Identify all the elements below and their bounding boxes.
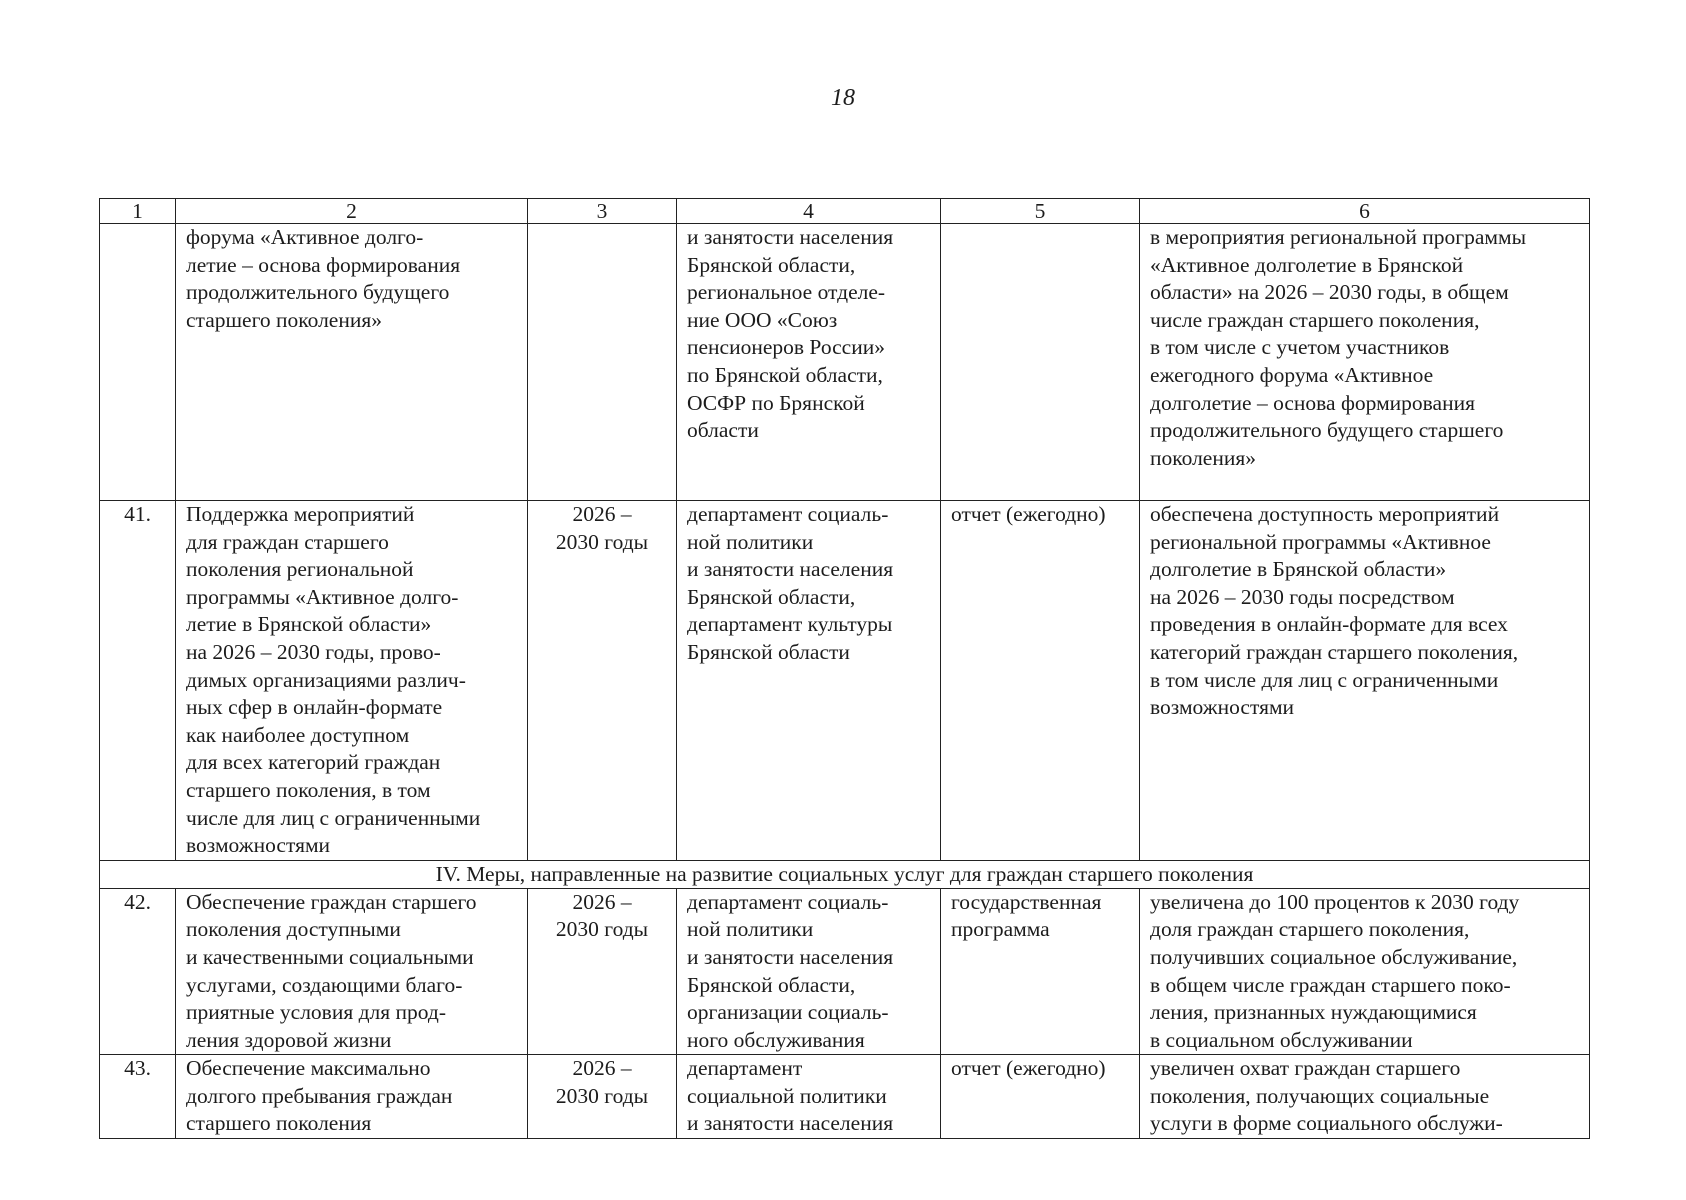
measure-cell: Обеспечение граждан старшего поколения доступными и качественными социальными услугами, создающими благо- приятные условия для прод- ления здоровой жизни (176, 888, 528, 1055)
column-number: 4 (677, 199, 941, 224)
result-cell: увеличен охват граждан старшего поколения, получающих социальные услуги в форме социального обслужи- (1140, 1055, 1590, 1139)
table-row (100, 1055, 1590, 1139)
executors-cell: и занятости населения Брянской области, региональное отделе- ние ООО «Союз пенсионеров России» по Брянской области, ОСФР по Брянской области (677, 224, 941, 501)
result-cell: увеличена до 100 процентов к 2030 году доля граждан старшего поколения, получивших социальное обслуживание, в общем числе граждан старшего поко- ления, признанных нуждающимися в социальном обслуживании (1140, 888, 1590, 1055)
section-heading-row (100, 860, 1590, 888)
column-number: 6 (1140, 199, 1590, 224)
row-number: 43. (100, 1055, 176, 1139)
period-cell: 2026 – 2030 годы (528, 888, 677, 1055)
section-heading: IV. Меры, направленные на развитие социальных услуг для граждан старшего поколения (100, 860, 1590, 888)
period-cell: 2026 – 2030 годы (528, 501, 677, 861)
table-row (100, 501, 1590, 861)
measures-table (99, 198, 1590, 1139)
period-cell (528, 224, 677, 501)
table-row (100, 224, 1590, 501)
result-cell: в мероприятия региональной программы «Активное долголетие в Брянской области» на 2026 – 2030 годы, в общем числе граждан старшего поколения, в том числе с учетом участников ежегодного форума «Активное долголетие – основа формирования продолжительного будущего старшего поколения» (1140, 224, 1590, 501)
row-number: 42. (100, 888, 176, 1055)
table-row (100, 888, 1590, 1055)
column-number: 1 (100, 199, 176, 224)
row-number (100, 224, 176, 501)
column-number: 3 (528, 199, 677, 224)
column-number: 2 (176, 199, 528, 224)
measure-cell: Поддержка мероприятий для граждан старшего поколения региональной программы «Активное долго- летие в Брянской области» на 2026 – 2030 годы, прово- димых организациями различ- ных сфер в онлайн-формате как наиболее доступном для всех категорий граждан старшего поколения, в том числе для лиц с ограниченными возможностями (176, 501, 528, 861)
row-number: 41. (100, 501, 176, 861)
result-cell: обеспечена доступность мероприятий региональной программы «Активное долголетие в Брянской области» на 2026 – 2030 годы посредством проведения в онлайн-формате для всех категорий граждан старшего поколения, в том числе для лиц с ограниченными возможностями (1140, 501, 1590, 861)
executors-cell: департамент социаль- ной политики и занятости населения Брянской области, организации социаль- ного обслуживания (677, 888, 941, 1055)
page-number: 18 (831, 85, 855, 111)
document-cell: отчет (ежегодно) (941, 501, 1140, 861)
executors-cell: департамент социаль- ной политики и занятости населения Брянской области, департамент культуры Брянской области (677, 501, 941, 861)
period-cell: 2026 – 2030 годы (528, 1055, 677, 1139)
column-number: 5 (941, 199, 1140, 224)
column-number-row (100, 199, 1590, 224)
measure-cell: Обеспечение максимально долгого пребывания граждан старшего поколения (176, 1055, 528, 1139)
measure-cell: форума «Активное долго- летие – основа формирования продолжительного будущего старшего поколения» (176, 224, 528, 501)
executors-cell: департамент социальной политики и занятости населения (677, 1055, 941, 1139)
document-cell: отчет (ежегодно) (941, 1055, 1140, 1139)
document-cell (941, 224, 1140, 501)
document-cell: государственная программа (941, 888, 1140, 1055)
